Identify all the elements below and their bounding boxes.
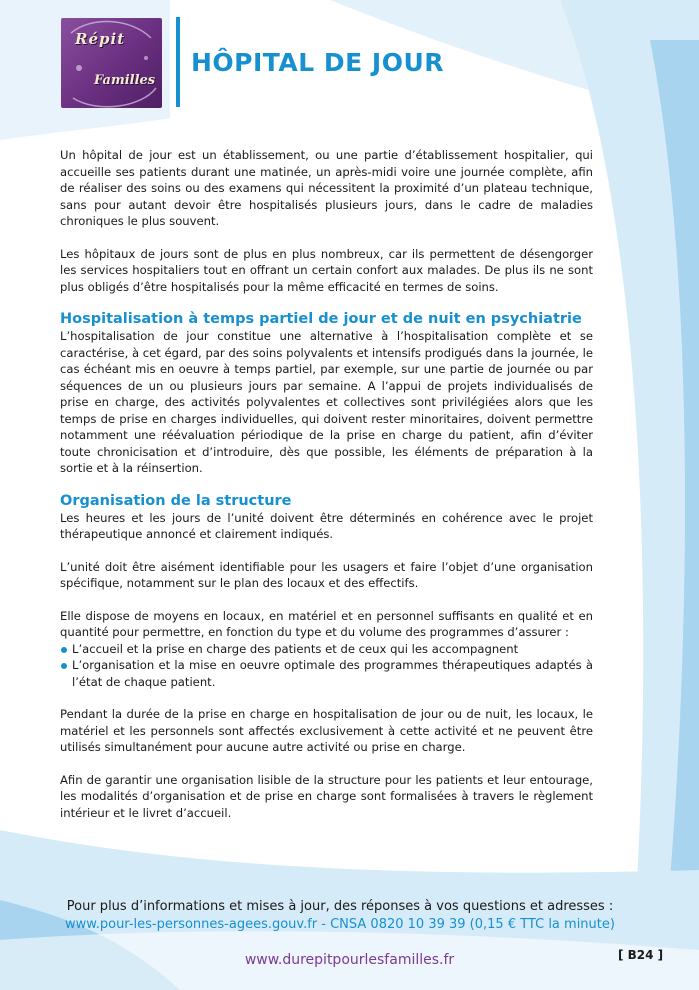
section-psychiatry-paragraph: L’hospitalisation de jour constitue une alternative à l’hospitalisation complète et se caractérise, à cet égard, par des soins polyvalents et intensifs prodigués dans la journée, le cas échéant mis en oeuvre à temps partiel, par exemple, sur une partie de journée ou par séquences de un ou plusieurs jours par semaine. A l’appui de projets individualisés de prise en charge, des activités polyvalentes et collectives sont privilégiées alors que les temps de prise en charges individuelles, qui doivent rester minoritaires, doivent permettre notamment une réévaluation périodique de la prise en charge du patient, afin d’éviter toute chronicisation et d’introduire, dès que possible, les éléments de préparation à la sortie et à la réinsertion. (60, 329, 593, 475)
list-item: L’accueil et la prise en charge des patients et de ceux qui les accompagnent (60, 641, 593, 658)
page-title: HÔPITAL DE JOUR (191, 48, 445, 77)
organisation-bullet-list (60, 641, 593, 691)
repit-familles-logo (61, 18, 162, 108)
footer-info-link[interactable]: www.pour-les-personnes-agees.gouv.fr - CNSA 0820 10 39 39 (0,15 € TTC la minute) (65, 917, 615, 932)
organisation-paragraph-4: Pendant la durée de la prise en charge en hospitalisation de jour ou de nuit, les locaux, le matériel et les personnels sont affectés exclusivement à cette activité et ne peuvent être utilisés simultanément pour aucune autre activité ou prise en charge. (60, 707, 593, 754)
page-number: [ B24 ] (618, 948, 664, 962)
intro-paragraph-2: Les hôpitaux de jours sont de plus en plus nombreux, car ils permettent de désengorger les services hospitaliers tout en offrant un certain confort aux malades. De plus ils ne sont plus obligés d’être hospitalisés pour la même efficacité en termes de soins. (60, 246, 593, 294)
site-url-link[interactable]: www.durepitpourlesfamilles.fr (244, 952, 455, 968)
intro-paragraph-1: Un hôpital de jour est un établissement, ou une partie d’établissement hospitalier, qui accueille ses patients durant une matinée, un après-midi voire une journée complète, afin de réaliser des soins ou des examens qui nécessitent la proximité d’un plateau technique, sans pour autant devoir être hospitalisés plusieurs jours, dans le cadre de maladies chroniques le plus souvent. (60, 148, 593, 228)
list-item: L’organisation et la mise en oeuvre optimale des programmes thérapeutiques adaptés à l’état de chaque patient. (60, 657, 593, 690)
logo-text-line1: Répit (75, 30, 126, 48)
organisation-paragraph-3: Elle dispose de moyens en locaux, en matériel et en personnel suffisants en qualité et en quantité pour permettre, en fonction du type et du volume des programmes d’assurer : (60, 608, 593, 639)
logo-text-line2: Familles (94, 73, 156, 88)
organisation-paragraph-1: Les heures et les jours de l’unité doivent être déterminés en cohérence avec le projet thérapeutique annoncé et clairement indiqués. (60, 510, 593, 541)
section-heading-organisation: Organisation de la structure (60, 492, 292, 509)
footer-info (40, 898, 640, 934)
main-content (60, 147, 593, 837)
organisation-paragraph-2: L’unité doit être aisément identifiable pour les usagers et faire l’objet d’une organisation spécifique, notamment sur le plan des locaux et des effectifs. (60, 559, 593, 590)
footer-info-text: Pour plus d’informations et mises à jour, des réponses à vos questions et adresses : (66, 899, 614, 914)
title-accent-bar (176, 17, 180, 107)
section-heading-psychiatry: Hospitalisation à temps partiel de jour et de nuit en psychiatrie (60, 311, 582, 327)
organisation-paragraph-5: Afin de garantir une organisation lisible de la structure pour les patients et leur entourage, les modalités d’organisation et de prise en charge sont formalisées à travers le règlement intérieur et le livret d’accueil. (60, 772, 593, 820)
